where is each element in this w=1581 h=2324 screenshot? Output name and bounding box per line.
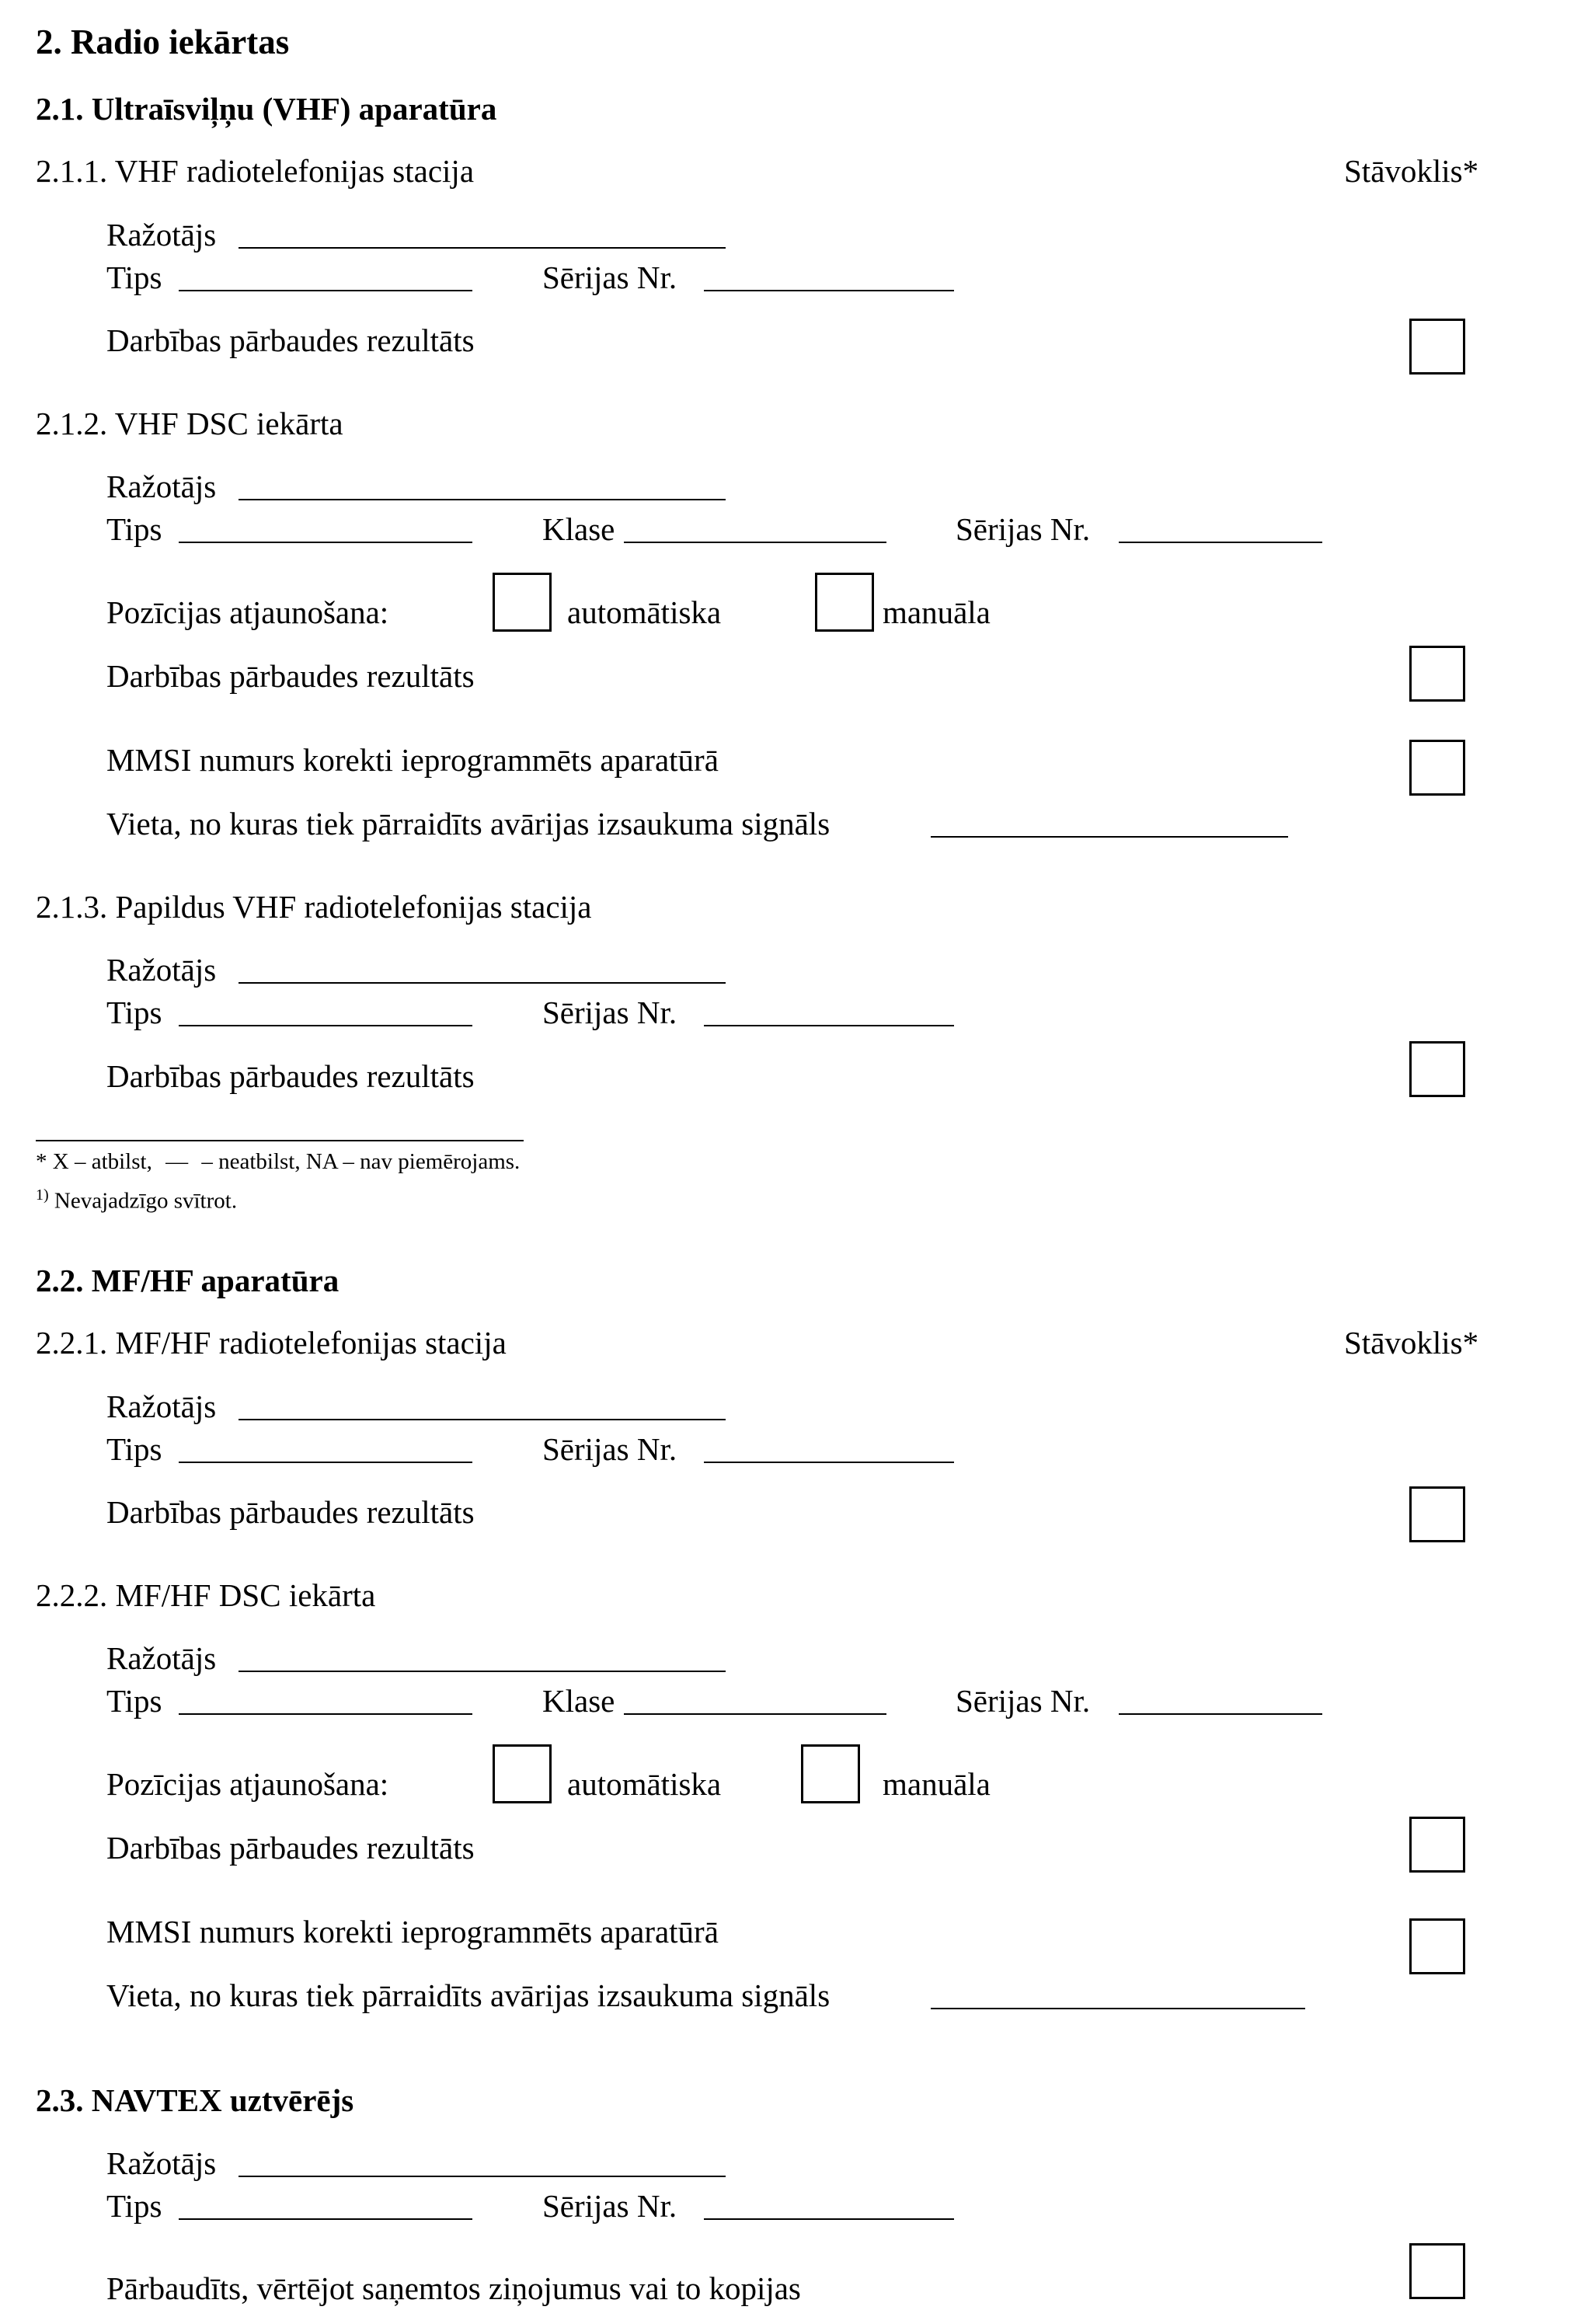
serial-label: Sērijas Nr.	[542, 1431, 677, 1467]
vhf-radiotelephone-title: 2.1.1. VHF radiotelefonijas stacija	[36, 153, 475, 189]
manufacturer-field[interactable]	[239, 1671, 726, 1672]
type-label: Tips	[106, 1683, 162, 1719]
operation-label: Darbības pārbaudes rezultāts	[106, 1058, 475, 1094]
mfhf-dsc-title: 2.2.2. MF/HF DSC iekārta	[36, 1577, 376, 1613]
mfhf-radiotelephone-title: 2.2.1. MF/HF radiotelefonijas stacija	[36, 1325, 507, 1361]
mmsi-label: MMSI numurs korekti ieprogrammēts aparatūrā	[106, 742, 719, 778]
type-field[interactable]	[179, 290, 472, 291]
footnote-mark: 1)	[36, 1186, 49, 1204]
type-field[interactable]	[179, 1025, 472, 1026]
class-label: Klase	[542, 511, 615, 547]
serial-field[interactable]	[1119, 1713, 1322, 1715]
manufacturer-field[interactable]	[239, 247, 726, 249]
manual-label: manuāla	[883, 594, 991, 630]
type-field[interactable]	[179, 542, 472, 543]
footnote-strike	[36, 1187, 237, 1213]
manual-checkbox[interactable]	[801, 1744, 860, 1803]
manufacturer-field[interactable]	[239, 2176, 726, 2177]
serial-label: Sērijas Nr.	[542, 2188, 677, 2224]
class-field[interactable]	[624, 1713, 886, 1715]
serial-field[interactable]	[704, 2218, 954, 2220]
type-label: Tips	[106, 2188, 162, 2224]
operation-checkbox[interactable]	[1409, 1041, 1465, 1097]
serial-label: Sērijas Nr.	[956, 1683, 1091, 1719]
class-label: Klase	[542, 1683, 615, 1719]
operation-label: Darbības pārbaudes rezultāts	[106, 1830, 475, 1866]
manufacturer-field[interactable]	[239, 499, 726, 500]
section-title: 2. Radio iekārtas	[36, 23, 290, 61]
vhf-dsc-title: 2.1.2. VHF DSC iekārta	[36, 406, 343, 441]
manual-checkbox[interactable]	[815, 573, 874, 632]
type-label: Tips	[106, 260, 162, 295]
manufacturer-field[interactable]	[239, 1419, 726, 1420]
distress-location-label: Vieta, no kuras tiek pārraidīts avārijas izsaukuma signāls	[106, 1977, 831, 2013]
type-label: Tips	[106, 995, 162, 1030]
serial-field[interactable]	[704, 1462, 954, 1463]
manufacturer-label: Ražotājs	[106, 1388, 217, 1424]
footnote-strike-text: Nevajadzīgo svītrot.	[54, 1188, 238, 1214]
footnote-separator	[36, 1140, 524, 1141]
operation-label: Darbības pārbaudes rezultāts	[106, 1494, 475, 1530]
distress-location-field[interactable]	[931, 836, 1288, 838]
navtex-title: 2.3. NAVTEX uztvērējs	[36, 2082, 354, 2118]
operation-label: Darbības pārbaudes rezultāts	[106, 658, 475, 694]
mmsi-label: MMSI numurs korekti ieprogrammēts aparatūrā	[106, 1914, 719, 1949]
operation-checkbox[interactable]	[1409, 646, 1465, 702]
message-check-checkbox[interactable]	[1409, 2243, 1465, 2299]
vhf-title: 2.1. Ultraīsviļņu (VHF) aparatūra	[36, 91, 497, 127]
mfhf-title: 2.2. MF/HF aparatūra	[36, 1263, 340, 1298]
type-field[interactable]	[179, 1713, 472, 1715]
type-label: Tips	[106, 1431, 162, 1467]
operation-checkbox[interactable]	[1409, 1486, 1465, 1542]
mmsi-checkbox[interactable]	[1409, 1918, 1465, 1974]
operation-checkbox[interactable]	[1409, 1817, 1465, 1873]
class-field[interactable]	[624, 542, 886, 543]
manufacturer-label: Ražotājs	[106, 217, 217, 253]
operation-label: Darbības pārbaudes rezultāts	[106, 322, 475, 358]
auto-label: automātiska	[567, 594, 722, 630]
operation-checkbox[interactable]	[1409, 319, 1465, 375]
footnote-status	[36, 1151, 520, 1173]
manufacturer-label: Ražotājs	[106, 1640, 217, 1676]
manufacturer-field[interactable]	[239, 982, 726, 984]
serial-label: Sērijas Nr.	[542, 260, 677, 295]
serial-label: Sērijas Nr.	[542, 995, 677, 1030]
footnote-status-rest: – neatbilst, NA – nav piemērojams.	[201, 1149, 521, 1174]
serial-label: Sērijas Nr.	[956, 511, 1091, 547]
distress-location-field[interactable]	[931, 2008, 1305, 2009]
auto-checkbox[interactable]	[493, 573, 552, 632]
type-label: Tips	[106, 511, 162, 547]
message-check-label: Pārbaudīts, vērtējot saņemtos ziņojumus vai to kopijas	[106, 2270, 801, 2306]
auto-checkbox[interactable]	[493, 1744, 552, 1803]
footnote-dash: —	[165, 1149, 189, 1174]
status-header: Stāvoklis*	[1344, 1325, 1479, 1361]
position-update-label: Pozīcijas atjaunošana:	[106, 1766, 389, 1802]
manufacturer-label: Ražotājs	[106, 469, 217, 504]
serial-field[interactable]	[704, 1025, 954, 1026]
footnote-status-text: * X – atbilst,	[36, 1149, 152, 1174]
serial-field[interactable]	[1119, 542, 1322, 543]
type-field[interactable]	[179, 2218, 472, 2220]
type-field[interactable]	[179, 1462, 472, 1463]
position-update-label: Pozīcijas atjaunošana:	[106, 594, 389, 630]
distress-location-label: Vieta, no kuras tiek pārraidīts avārijas izsaukuma signāls	[106, 806, 831, 841]
auto-label: automātiska	[567, 1766, 722, 1802]
manufacturer-label: Ražotājs	[106, 2145, 217, 2181]
serial-field[interactable]	[704, 290, 954, 291]
mmsi-checkbox[interactable]	[1409, 740, 1465, 796]
additional-vhf-title: 2.1.3. Papildus VHF radiotelefonijas stacija	[36, 889, 592, 925]
manufacturer-label: Ražotājs	[106, 952, 217, 988]
manual-label: manuāla	[883, 1766, 991, 1802]
status-header: Stāvoklis*	[1344, 153, 1479, 189]
